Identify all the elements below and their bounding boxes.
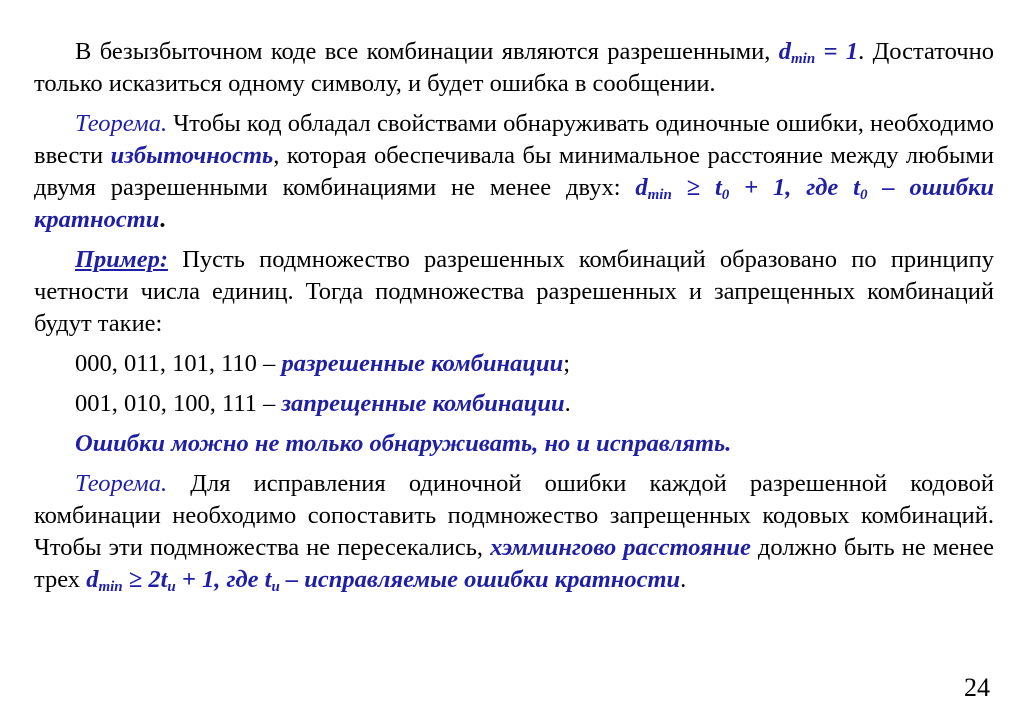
slide-content: [34, 36, 994, 604]
term-redundancy: избыточность: [110, 142, 274, 169]
theorem-2-text-2: должно быть не менее трех: [34, 534, 994, 593]
theorem-2-label: Теорема.: [75, 470, 168, 497]
formula-dmin-2tu: $d_{min} \ge 2t_и + 1$, где $t_и$ –: [86, 566, 305, 595]
theorem-1-text: Чтобы код обладал свойствами обнаруживать одиночные ошибки, необходимо ввести: [34, 110, 994, 169]
paragraph-theorem-1: Теорема. Чтобы код обладал свойствами обнаруживать одиночные ошибки, необходимо ввести избыточность, которая обеспечивала бы минимальное расстояние между любыми двумя разрешенными комбинациями не менее двух: $d_{min} \ge t_0 + 1$, где $t_0$ – ошибки кратности.: [34, 110, 994, 233]
intro-text: В безызбыточном коде все комбинации являются разрешенными,: [75, 38, 779, 65]
formula-dmin-t0: $d_{min} \ge t_0 + 1$, где $t_0$ – ошибки кратности: [34, 174, 994, 233]
term-hamming-distance: хэммингово расстояние: [490, 534, 751, 561]
theorem-1-text-2: , которая обеспечивала бы минимальное расстояние между любыми двумя разрешенными комбинациями не менее двух:: [34, 142, 994, 201]
allowed-label: разрешенные комбинации: [281, 350, 564, 377]
dmin-symbol: $d_{min} = 1$: [778, 38, 859, 67]
allowed-combinations-line: 000, 011, 101, 110 – разрешенные комбинации;: [75, 350, 571, 377]
theorem-label: Теорема.: [75, 110, 168, 137]
page-number: 24: [964, 673, 990, 702]
paragraph-example: [34, 244, 994, 340]
paragraph-intro: [34, 36, 994, 100]
example-text: Пусть подмножество разрешенных комбинаций образовано по принципу четности числа единиц. Тогда подмножества разрешенных и запрещенных комбинаций будут такие:: [34, 246, 994, 337]
term-correctable-errors: исправляемые ошибки кратности: [304, 566, 681, 593]
example-label: Пример:: [75, 246, 168, 273]
theorem-2-text: Для исправления одиночной ошибки каждой разрешенной кодовой комбинации необходимо сопоставить подмножество запрещенных кодовых комбинаций. Чтобы эти подмножества не пересекались,: [34, 470, 994, 561]
errors-correction-line: Ошибки можно не только обнаруживать, но и исправлять.: [75, 430, 732, 457]
forbidden-label: запрещенные комбинации: [281, 390, 565, 417]
paragraph-theorem-2: Теорема. Для исправления одиночной ошибки каждой разрешенной кодовой комбинации необходимо сопоставить подмножество запрещенных кодовых комбинаций. Чтобы эти подмножества не пересекались, хэммингово расстояние должно быть не менее трех $d_{min} \ge 2t_и + 1$, где $t_и$ – исправляемые ошибки кратности.: [34, 470, 994, 595]
forbidden-combinations-line: 001, 010, 100, 111 – запрещенные комбинации.: [75, 390, 571, 417]
intro-text-rest: . Достаточно только исказиться одному символу, и будет ошибка в сообщении.: [34, 38, 994, 97]
